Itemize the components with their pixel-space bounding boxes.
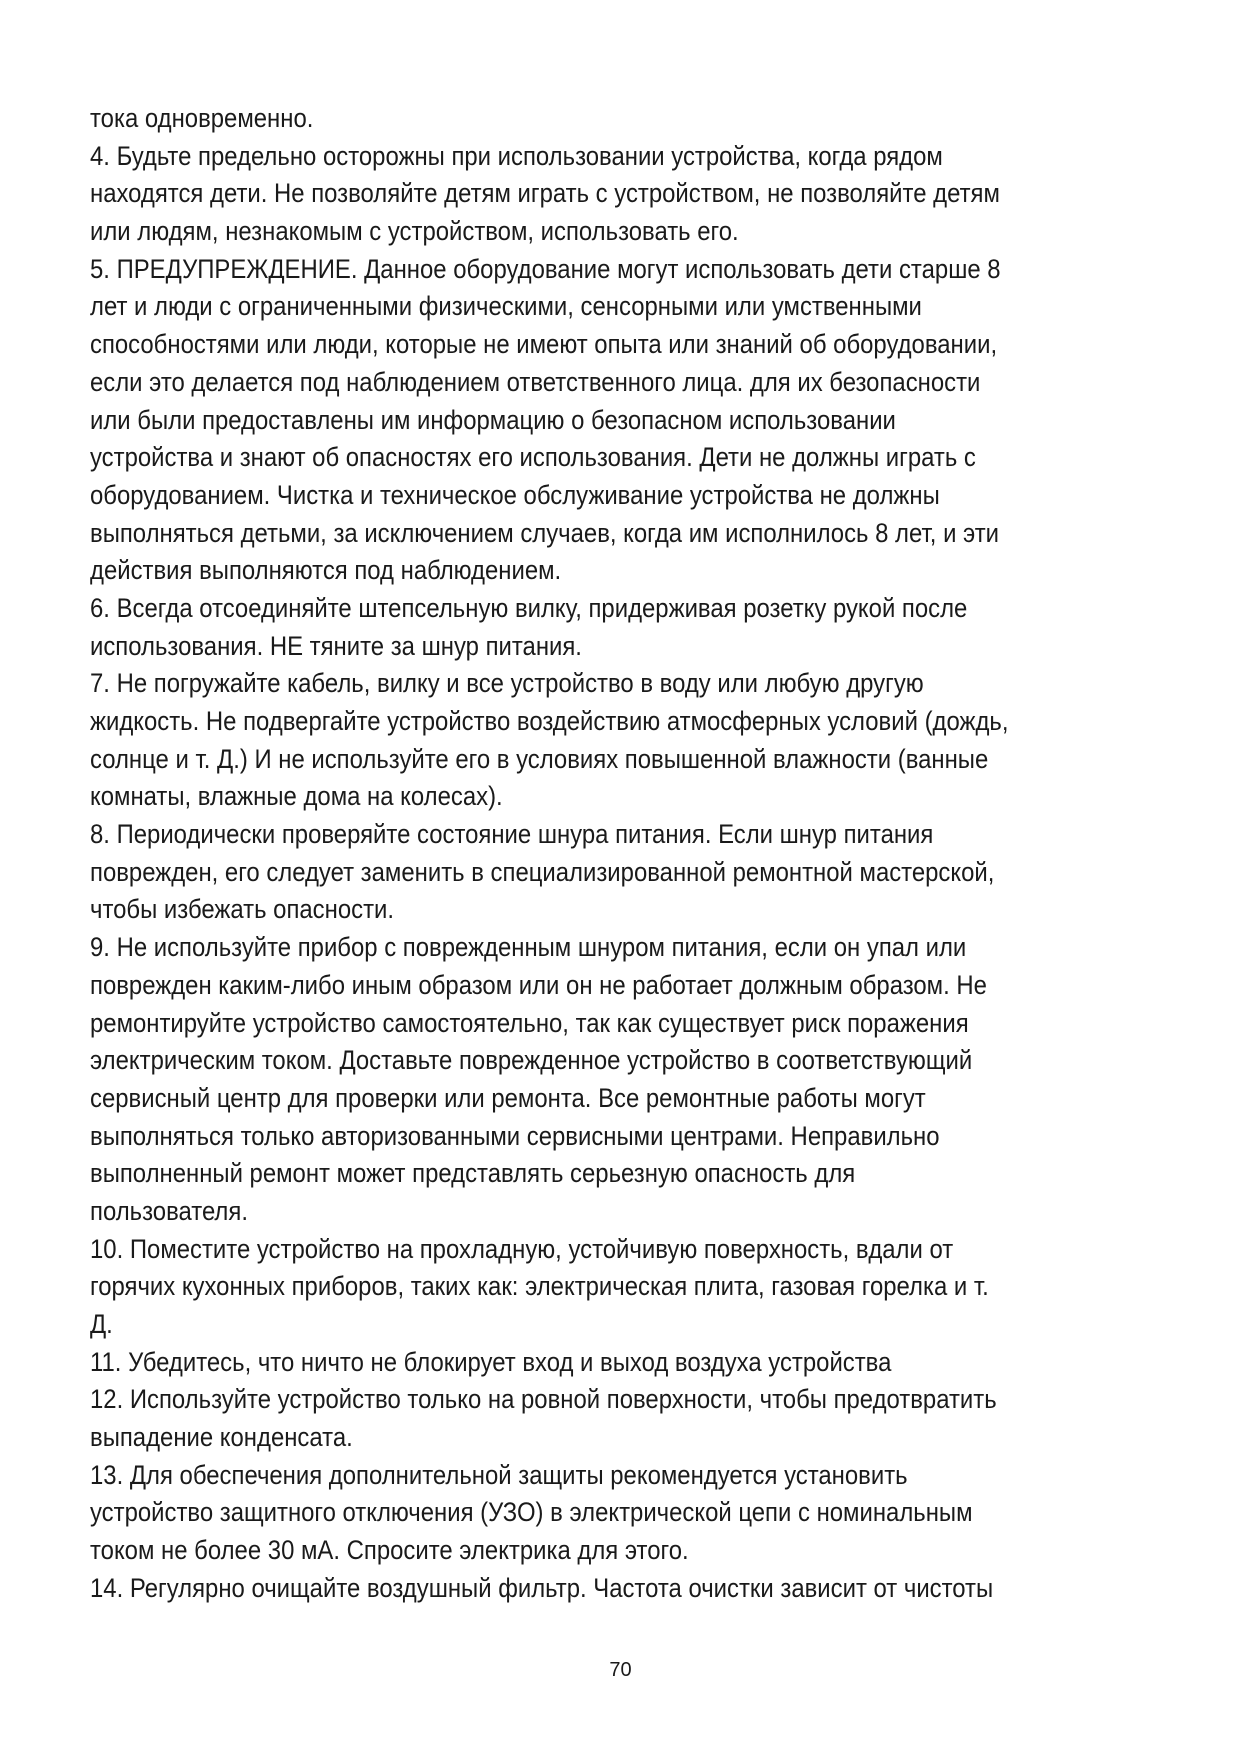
text-line: комнаты, влажные дома на колесах).	[90, 781, 503, 812]
text-line: находятся дети. Не позволяйте детям играть с устройством, не позволяйте детям	[90, 178, 1000, 209]
text-line: 9. Не используйте прибор с поврежденным шнуром питания, если он упал или	[90, 932, 967, 963]
text-line: солнце и т. Д.) И не используйте его в условиях повышенной влажности (ванные	[90, 743, 989, 774]
text-line: или были предоставлены им информацию о безопасном использовании	[90, 404, 896, 435]
text-line: или людям, незнакомым с устройством, использовать его.	[90, 216, 739, 247]
text-line: 6. Всегда отсоединяйте штепсельную вилку, придерживая розетку рукой после	[90, 592, 968, 623]
text-line: выполняться только авторизованными сервисными центрами. Неправильно	[90, 1120, 940, 1151]
text-line: 5. ПРЕДУПРЕЖДЕНИЕ. Данное оборудование могут использовать дети старше 8	[90, 253, 1001, 284]
text-line: использования. НЕ тяните за шнур питания.	[90, 630, 582, 661]
text-line: действия выполняются под наблюдением.	[90, 555, 562, 586]
text-line: устройство защитного отключения (УЗО) в электрической цепи с номинальным	[90, 1497, 973, 1528]
text-line: 10. Поместите устройство на прохладную, устойчивую поверхность, вдали от	[90, 1233, 954, 1264]
text-line: током не более 30 мА. Спросите электрика для этого.	[90, 1535, 689, 1566]
text-line: устройства и знают об опасностях его использования. Дети не должны играть с	[90, 442, 976, 473]
text-line: Д.	[90, 1309, 113, 1339]
text-line: электрическим током. Доставьте поврежденное устройство в соответствующий	[90, 1045, 973, 1076]
text-line: выполненный ремонт может представлять серьезную опасность для	[90, 1158, 856, 1189]
page-number: 70	[609, 1659, 632, 1681]
text-line: лет и люди с ограниченными физическими, сенсорными или умственными	[90, 291, 922, 322]
text-line: поврежден каким-либо иным образом или он не работает должным образом. Не	[90, 969, 987, 1000]
text-line: выпадение конденсата.	[90, 1422, 353, 1453]
text-line: жидкость. Не подвергайте устройство воздействию атмосферных условий (дождь,	[90, 706, 1009, 736]
text-line: тока одновременно.	[90, 103, 314, 133]
text-line: чтобы избежать опасности.	[90, 894, 394, 925]
text-line: горячих кухонных приборов, таких как: электрическая плита, газовая горелка и т.	[90, 1271, 989, 1302]
text-line: если это делается под наблюдением ответственного лица. для их безопасности	[90, 366, 981, 397]
text-line: выполняться детьми, за исключением случаев, когда им исполнилось 8 лет, и эти	[90, 517, 1000, 548]
text-line: 12. Используйте устройство только на ровной поверхности, чтобы предотвратить	[90, 1384, 997, 1415]
text-line: 4. Будьте предельно осторожны при использовании устройства, когда рядом	[90, 140, 943, 171]
text-line: 11. Убедитесь, что ничто не блокирует вход и выход воздуха устройства	[90, 1346, 892, 1377]
instructions-text	[90, 100, 1170, 1608]
text-line: 7. Не погружайте кабель, вилку и все устройство в воду или любую другую	[90, 668, 924, 699]
text-line: пользователя.	[90, 1195, 248, 1226]
text-line: сервисный центр для проверки или ремонта. Все ремонтные работы могут	[90, 1082, 926, 1113]
text-line: оборудованием. Чистка и техническое обслуживание устройства не должны	[90, 479, 940, 510]
text-line: 14. Регулярно очищайте воздушный фильтр. Частота очистки зависит от чистоты	[90, 1572, 994, 1603]
text-line: 8. Периодически проверяйте состояние шнура питания. Если шнур питания	[90, 819, 934, 850]
text-line: 13. Для обеспечения дополнительной защиты рекомендуется установить	[90, 1459, 908, 1490]
text-line: поврежден, его следует заменить в специализированной ремонтной мастерской,	[90, 856, 995, 887]
text-line: способностями или люди, которые не имеют опыта или знаний об оборудовании,	[90, 329, 998, 360]
text-line: ремонтируйте устройство самостоятельно, так как существует риск поражения	[90, 1007, 969, 1038]
